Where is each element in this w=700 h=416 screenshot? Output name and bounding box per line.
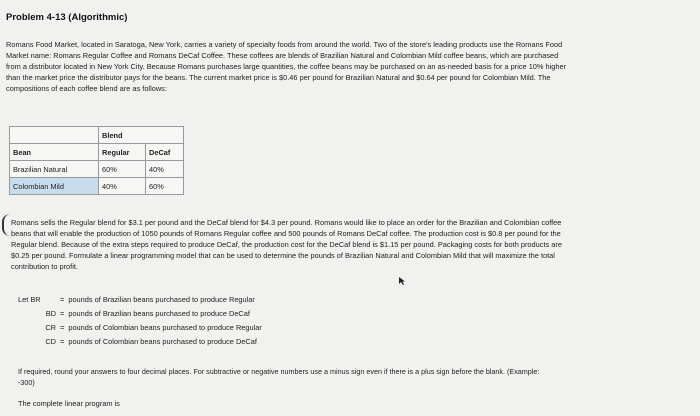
table-row <box>10 161 184 178</box>
definition-row <box>18 334 262 348</box>
body-line: contribution to profit. <box>11 262 78 271</box>
regular-value-cell: 60% <box>99 161 146 178</box>
problem-intro <box>6 39 696 94</box>
intro-line: compositions of each coffee blend are as follows: <box>6 84 167 93</box>
regular-column-header: Regular <box>99 144 146 161</box>
blend-group-header: Blend <box>99 127 184 144</box>
bean-name-cell: Brazilian Natural <box>10 161 99 178</box>
variable-name: CR <box>45 322 56 332</box>
definition-row <box>18 292 262 306</box>
body-line: beans that will enable the production of 1050 pounds of Romans Regular coffee and 500 pounds of Romans DeCaf coffee. The production cost is $0.8 per pound for the <box>11 229 561 238</box>
instruction-line: -300) <box>18 378 35 387</box>
bean-column-header: Bean <box>10 144 99 161</box>
instruction-line: If required, round your answers to four decimal places. For subtractive or negative numbers use a minus sign even if there is a plus sign before the blank. (Example: <box>18 367 540 376</box>
intro-line: from a distributor located in New York City. Because Romans purchases large quantities, the coffee beans may be purchased on an as-needed basis for a price 10% higher <box>6 62 567 71</box>
definition-row <box>18 320 262 334</box>
table-header-row <box>10 144 184 161</box>
variable-description: pounds of Colombian beans purchased to produce Regular <box>68 322 262 332</box>
table-corner-cell <box>10 127 99 144</box>
variable-description: pounds of Brazilian beans purchased to produce Regular <box>68 294 255 304</box>
body-line: Romans sells the Regular blend for $3.1 per pound and the DeCaf blend for $4.3 per pound. Romans would like to place an order for the Brazilian and Colombian coffee <box>11 218 562 227</box>
equals-sign: = <box>60 322 65 332</box>
variable-description: pounds of Colombian beans purchased to produce DeCaf <box>68 336 257 346</box>
mouse-cursor-icon <box>398 276 406 286</box>
table-row <box>10 178 184 195</box>
definition-row <box>18 306 262 320</box>
problem-body <box>11 217 691 272</box>
decaf-value-cell: 60% <box>146 178 184 195</box>
paragraph-bracket-icon <box>2 214 11 236</box>
equals-sign: = <box>60 294 65 304</box>
equals-sign: = <box>60 336 65 346</box>
blend-composition-table <box>9 126 184 195</box>
variable-name: CD <box>45 336 56 346</box>
intro-line: Romans Food Market, located in Saratoga, New York, carries a variety of specialty foods from around the world. Two of the store's leading products use the Romans Food <box>6 40 563 49</box>
regular-value-cell: 40% <box>99 178 146 195</box>
variable-name: BD <box>45 308 56 318</box>
equals-sign: = <box>60 308 65 318</box>
decaf-value-cell: 40% <box>146 161 184 178</box>
variable-definitions <box>18 292 262 348</box>
decaf-column-header: DeCaf <box>146 144 184 161</box>
complete-program-label: The complete linear program is <box>18 399 120 408</box>
bean-name-cell: Colombian Mild <box>10 178 99 195</box>
intro-line: than the market price the distributor pays for the beans. The current market price is $0.46 per pound for Brazilian Natural and $0.64 per pound for Colombian Mild. The <box>6 73 551 82</box>
variable-description: pounds of Brazilian beans purchased to produce DeCaf <box>68 308 250 318</box>
problem-title: Problem 4-13 (Algorithmic) <box>6 12 128 23</box>
body-line: Regular blend. Because of the extra steps required to produce DeCaf, the production cost for the DeCaf blend is $1.15 per pound. Packaging costs for both products are <box>11 240 562 249</box>
rounding-instructions <box>18 366 688 388</box>
variable-name: Let BR <box>18 294 41 304</box>
body-line: $0.25 per pound. Formulate a linear programming model that can be used to determine the pounds of Brazilian Natural and Colombian Mild that will maximize the total <box>11 251 555 260</box>
table-header-row <box>10 127 184 144</box>
intro-line: Market name: Romans Regular Coffee and Romans DeCaf Coffee. These coffees are blends of Brazilian Natural and Colombian Mild coffee beans, which are purchased <box>6 51 559 60</box>
